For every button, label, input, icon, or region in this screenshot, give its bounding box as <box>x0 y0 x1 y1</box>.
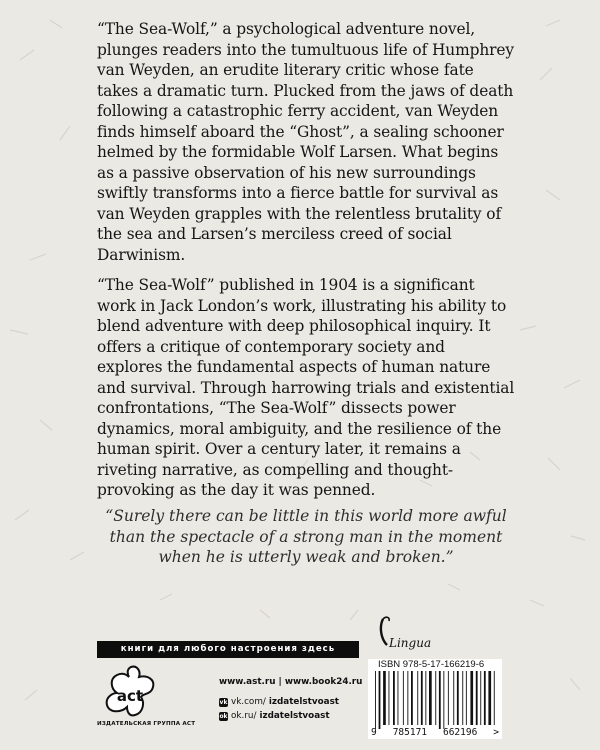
vk-icon: vk <box>219 698 228 706</box>
barcode-bar <box>375 671 376 729</box>
barcode-bar <box>417 671 418 725</box>
vk-prefix: vk.com/ <box>231 697 266 707</box>
lingua-logo <box>375 613 439 651</box>
barcode-bar <box>421 671 423 725</box>
ok-icon: ok <box>219 712 228 720</box>
description-paragraph-2: “The Sea-Wolf” published in 1904 is a significant work in Jack London’s work, illustrating his ability to blend adventure with deep philosophical inquiry. It offers a critique of contemporary society and explores the fundamental aspects of human nature and survival. Through harrowing trials and existential confrontations, “The Sea-Wolf” dissects power dynamics, moral ambiguity, and the resilience of the human spirit. Over a century later, it remains a riveting narrative, as compelling and thought-provoking as the day it was penned. <box>97 276 515 499</box>
vk-link[interactable] <box>219 697 339 707</box>
barcode-digit-lead: 9 <box>371 727 377 738</box>
publisher-caption: ИЗДАТЕЛЬСКАЯ ГРУППА АСТ <box>97 721 196 727</box>
barcode-bar <box>453 671 454 725</box>
barcode-bar <box>439 671 441 729</box>
barcode-bar <box>457 671 459 725</box>
barcode-bar <box>407 671 408 725</box>
barcode-bar <box>476 671 478 725</box>
barcode-bar <box>488 671 491 725</box>
barcode-bar <box>383 671 386 725</box>
barcode-bar <box>462 671 463 725</box>
ok-prefix: ok.ru/ <box>231 711 257 721</box>
barcode-digits-group-2: 662196 <box>442 727 478 738</box>
barcode-bar <box>403 671 404 725</box>
barcode-bar <box>425 671 426 725</box>
barcode-bar <box>398 671 399 725</box>
ok-link[interactable] <box>219 711 330 721</box>
websites[interactable]: www.ast.ru | www.book24.ru <box>219 677 363 687</box>
barcode-bar <box>393 671 395 725</box>
description-paragraph-1: “The Sea-Wolf,” a psychological adventure novel, plunges readers into the tumultuous life of Humphrey van Weyden, an erudite literary critic whose fate takes a dramatic turn. Plucked from the jaws of death following a catastrophic ferry accident, van Weyden finds himself aboard the “Ghost”, a sealing schooner helmed by the formidable Wolf Larsen. What begins as a passive observation of his new surroundings swiftly transforms into a fierce battle for survival as van Weyden grapples with the relentless brutality of the sea and Larsen’s merciless creed of social Darwinism. <box>97 20 515 264</box>
barcode-bar <box>379 671 381 729</box>
vk-handle: izdatelstvoast <box>268 697 340 707</box>
lingua-logo-text: Lingua <box>389 636 432 650</box>
barcode-bar <box>480 671 481 725</box>
barcode-digit-tail: > <box>493 727 499 738</box>
barcode-bar <box>429 671 432 725</box>
slogan-banner: книги для любого настроения здесь <box>97 641 359 658</box>
barcode <box>373 671 497 729</box>
barcode-digits <box>371 727 499 738</box>
barcode-bar <box>389 671 390 725</box>
barcode-bar <box>435 671 436 725</box>
ast-logo-text: act <box>116 687 144 705</box>
barcode-bar <box>466 671 467 725</box>
barcode-bar <box>448 671 449 725</box>
barcode-bar <box>484 671 486 725</box>
description <box>97 19 515 511</box>
ast-logo <box>101 663 159 719</box>
ok-handle: izdatelstvoast <box>259 711 330 721</box>
pull-quote: “Surely there can be little in this world more awful than the spectacle of a strong man in the moment when he is utterly weak and broken.” <box>105 507 507 566</box>
barcode-bar <box>443 671 444 729</box>
barcode-bar <box>411 671 413 725</box>
barcode-bar <box>470 671 473 725</box>
barcode-digits-group-1: 785171 <box>392 727 428 738</box>
barcode-bar <box>494 671 495 725</box>
isbn-label: ISBN 978-5-17-166219-6 <box>378 659 485 670</box>
